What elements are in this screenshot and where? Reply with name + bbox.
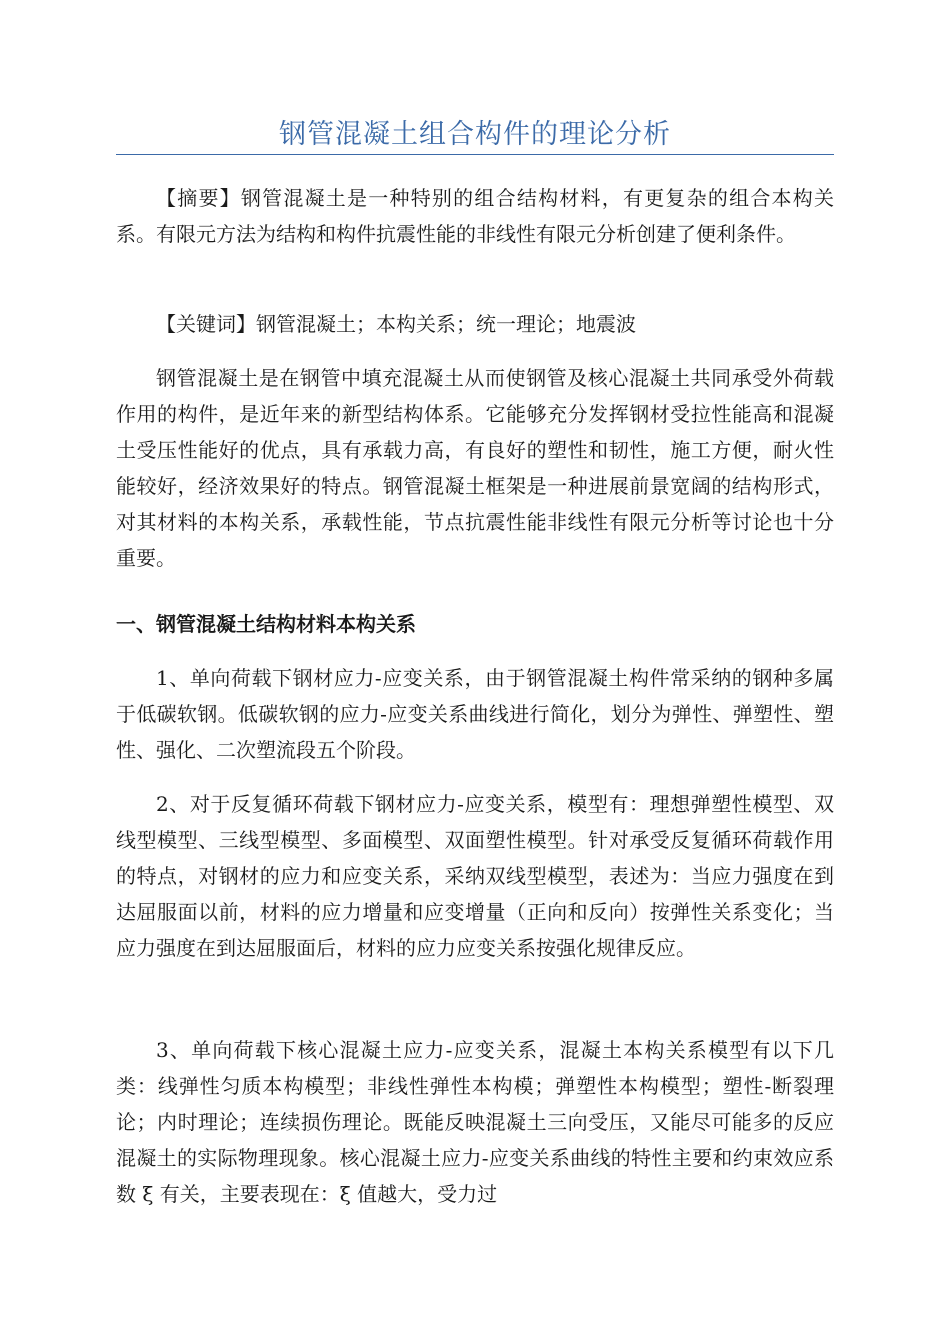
title-underline [116, 154, 834, 155]
section-1-heading: 一、钢管混凝土结构材料本构关系 [116, 612, 416, 636]
paragraph-1: 1、单向荷载下钢材应力-应变关系，由于钢管混凝土构件常采纳的钢种多属于低碳软钢。低碳软钢的应力-应变关系曲线进行简化，划分为弹性、弹塑性、塑性、强化、二次塑流段五个阶段。 [116, 666, 834, 762]
paragraph-2: 2、对于反复循环荷载下钢材应力-应变关系，模型有：理想弹塑性模型、双线型模型、三线型模型、多面模型、双面塑性模型。针对承受反复循环荷载作用的特点，对钢材的应力和应变关系，采纳双线型模型，表述为：当应力强度在到达屈服面以前，材料的应力增量和应变增量（正向和反向）按弹性关系变化；当应力强度在到达屈服面后，材料的应力应变关系按强化规律反应。 [116, 792, 834, 960]
keywords-paragraph: 【关键词】钢管混凝土；本构关系；统一理论；地震波 [156, 312, 636, 336]
intro-paragraph: 钢管混凝土是在钢管中填充混凝土从而使钢管及核心混凝土共同承受外荷载作用的构件，是近年来的新型结构体系。它能够充分发挥钢材受拉性能高和混凝土受压性能好的优点，具有承载力高，有良好的塑性和韧性，施工方便，耐火性能较好，经济效果好的特点。钢管混凝土框架是一种进展前景宽阔的结构形式，对其材料的本构关系，承载性能，节点抗震性能非线性有限元分析等讨论也十分重要。 [116, 366, 834, 570]
paragraph-3: 3、单向荷载下核心混凝土应力-应变关系，混凝土本构关系模型有以下几类：线弹性匀质本构模型；非线性弹性本构模；弹塑性本构模型；塑性-断裂理论；内时理论；连续损伤理论。既能反映混凝土三向受压，又能尽可能多的反应混凝土的实际物理现象。核心混凝土应力-应变关系曲线的特性主要和约束效应系数 ξ 有关，主要表现在：ξ 值越大，受力过 [116, 1038, 834, 1206]
abstract-paragraph: 【摘要】钢管混凝土是一种特别的组合结构材料，有更复杂的组合本构关系。有限元方法为结构和构件抗震性能的非线性有限元分析创建了便利条件。 [116, 186, 834, 246]
document-title: 钢管混凝土组合构件的理论分析 [279, 119, 671, 150]
